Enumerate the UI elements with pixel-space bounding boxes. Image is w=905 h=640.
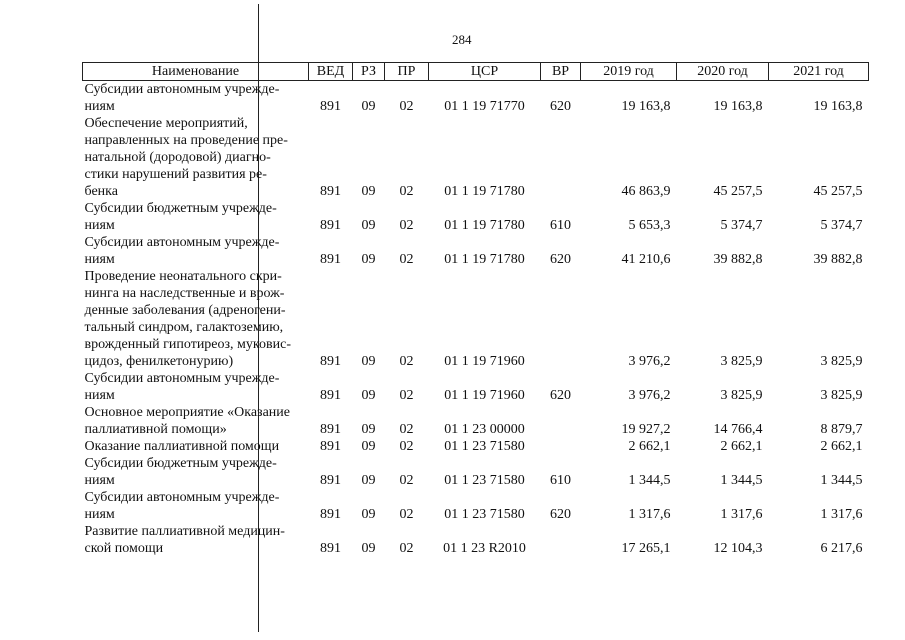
table-header-row bbox=[83, 63, 869, 81]
row-name bbox=[83, 81, 309, 116]
row-2021: 19 163,8 bbox=[813, 99, 863, 114]
row-rz: 09 bbox=[361, 388, 376, 403]
row-2020: 19 163,8 bbox=[713, 99, 763, 114]
row-name-line: цидоз, фенилкетонурию) bbox=[84, 354, 234, 369]
row-name-line: Субсидии бюджетным учрежде- bbox=[84, 201, 277, 216]
row-2019: 46 863,9 bbox=[621, 184, 671, 199]
budget-table bbox=[82, 62, 869, 557]
row-2019: 41 210,6 bbox=[621, 252, 671, 267]
row-ved: 891 bbox=[320, 439, 341, 454]
row-name-line: Оказание паллиативной помощи bbox=[84, 439, 280, 454]
row-vr: 620 bbox=[550, 99, 571, 114]
row-name-line: Обеспечение мероприятий, bbox=[84, 116, 248, 131]
row-name bbox=[83, 404, 309, 438]
row-rz: 09 bbox=[361, 252, 376, 267]
row-vr: 620 bbox=[550, 388, 571, 403]
row-2021: 45 257,5 bbox=[813, 184, 863, 199]
row-2021: 3 825,9 bbox=[820, 354, 863, 369]
row-name bbox=[83, 200, 309, 234]
header-vr: ВР bbox=[541, 63, 581, 81]
row-pr: 02 bbox=[399, 439, 414, 454]
row-ved: 891 bbox=[320, 473, 341, 488]
row-2021: 2 662,1 bbox=[820, 439, 863, 454]
row-csr: 01 1 19 71780 bbox=[444, 184, 525, 199]
row-2021: 6 217,6 bbox=[820, 541, 863, 556]
row-vr: 610 bbox=[550, 473, 571, 488]
row-name-line: Субсидии автономным учрежде- bbox=[84, 490, 280, 505]
row-2020: 14 766,4 bbox=[713, 422, 763, 437]
row-2019: 19 927,2 bbox=[621, 422, 671, 437]
row-ved: 891 bbox=[320, 541, 341, 556]
row-name-line: паллиативной помощи» bbox=[84, 422, 227, 437]
header-2019: 2019 год bbox=[581, 63, 677, 81]
row-ved: 891 bbox=[320, 354, 341, 369]
row-2019: 5 653,3 bbox=[628, 218, 671, 233]
row-csr: 01 1 19 71780 bbox=[444, 218, 525, 233]
table-row bbox=[83, 489, 869, 523]
table-row bbox=[83, 234, 869, 268]
row-csr: 01 1 23 71580 bbox=[444, 439, 525, 454]
row-pr: 02 bbox=[399, 473, 414, 488]
row-pr: 02 bbox=[399, 252, 414, 267]
row-name-line: ниям bbox=[84, 252, 115, 267]
table-row bbox=[83, 200, 869, 234]
table-row bbox=[83, 81, 869, 116]
row-pr: 02 bbox=[399, 388, 414, 403]
header-name: Наименование bbox=[83, 63, 309, 81]
row-2019: 3 976,2 bbox=[628, 354, 671, 369]
row-name-line: Субсидии автономным учрежде- bbox=[84, 371, 280, 386]
row-vr bbox=[541, 523, 581, 557]
row-csr: 01 1 23 71580 bbox=[444, 507, 525, 522]
row-name-line: ской помощи bbox=[84, 541, 164, 556]
row-pr: 02 bbox=[399, 541, 414, 556]
row-name bbox=[83, 489, 309, 523]
row-2020: 3 825,9 bbox=[720, 388, 763, 403]
row-2020: 1 344,5 bbox=[720, 473, 763, 488]
row-csr: 01 1 23 71580 bbox=[444, 473, 525, 488]
row-name-line: тальный синдром, галактоземию, bbox=[84, 320, 284, 335]
row-name-line: ниям bbox=[84, 473, 115, 488]
row-csr: 01 1 19 71770 bbox=[444, 99, 525, 114]
row-ved: 891 bbox=[320, 184, 341, 199]
row-name bbox=[83, 268, 309, 370]
row-2021: 5 374,7 bbox=[820, 218, 863, 233]
row-csr: 01 1 23 00000 bbox=[444, 422, 525, 437]
row-pr: 02 bbox=[399, 422, 414, 437]
row-vr bbox=[541, 268, 581, 370]
row-vr: 620 bbox=[550, 507, 571, 522]
row-2020: 45 257,5 bbox=[713, 184, 763, 199]
row-name-line: ниям bbox=[84, 218, 115, 233]
table-row bbox=[83, 438, 869, 455]
row-2020: 12 104,3 bbox=[713, 541, 763, 556]
row-name-line: денные заболевания (адреногени- bbox=[84, 303, 286, 318]
row-ved: 891 bbox=[320, 99, 341, 114]
header-2021: 2021 год bbox=[769, 63, 869, 81]
row-2021: 1 317,6 bbox=[820, 507, 863, 522]
row-pr: 02 bbox=[399, 507, 414, 522]
table-row bbox=[83, 370, 869, 404]
table-row bbox=[83, 115, 869, 200]
row-rz: 09 bbox=[361, 507, 376, 522]
row-vr: 610 bbox=[550, 218, 571, 233]
row-2020: 5 374,7 bbox=[720, 218, 763, 233]
row-name-line: натальной (дородовой) диагно- bbox=[84, 150, 271, 165]
row-ved: 891 bbox=[320, 422, 341, 437]
header-csr: ЦСР bbox=[429, 63, 541, 81]
table-row bbox=[83, 523, 869, 557]
row-2021: 3 825,9 bbox=[820, 388, 863, 403]
row-csr: 01 1 19 71960 bbox=[444, 388, 525, 403]
row-2019: 17 265,1 bbox=[621, 541, 671, 556]
header-2020: 2020 год bbox=[677, 63, 769, 81]
row-rz: 09 bbox=[361, 354, 376, 369]
row-vr: 620 bbox=[550, 252, 571, 267]
row-ved: 891 bbox=[320, 252, 341, 267]
row-name bbox=[83, 455, 309, 489]
row-rz: 09 bbox=[361, 422, 376, 437]
row-pr: 02 bbox=[399, 354, 414, 369]
row-vr bbox=[541, 404, 581, 438]
page-number: 284 bbox=[452, 32, 472, 47]
row-name-line: нинга на наследственные и врож- bbox=[84, 286, 285, 301]
row-name-line: Субсидии автономным учрежде- bbox=[84, 82, 280, 97]
row-rz: 09 bbox=[361, 99, 376, 114]
row-ved: 891 bbox=[320, 388, 341, 403]
row-rz: 09 bbox=[361, 184, 376, 199]
row-pr: 02 bbox=[399, 99, 414, 114]
row-name-line: ниям bbox=[84, 388, 115, 403]
row-2021: 1 344,5 bbox=[820, 473, 863, 488]
row-name-line: бенка bbox=[84, 184, 118, 199]
row-name-line: Основное мероприятие «Оказание bbox=[84, 405, 290, 420]
row-2020: 1 317,6 bbox=[720, 507, 763, 522]
table-row bbox=[83, 268, 869, 370]
row-2019: 1 344,5 bbox=[628, 473, 671, 488]
row-name-line: Развитие паллиативной медицин- bbox=[84, 524, 285, 539]
row-2019: 3 976,2 bbox=[628, 388, 671, 403]
row-csr: 01 1 19 71780 bbox=[444, 252, 525, 267]
row-name-line: Субсидии автономным учрежде- bbox=[84, 235, 280, 250]
row-2020: 2 662,1 bbox=[720, 439, 763, 454]
row-pr: 02 bbox=[399, 218, 414, 233]
header-pr: ПР bbox=[385, 63, 429, 81]
row-2020: 3 825,9 bbox=[720, 354, 763, 369]
row-rz: 09 bbox=[361, 439, 376, 454]
row-2021: 39 882,8 bbox=[813, 252, 863, 267]
row-name-line: врожденный гипотиреоз, муковис- bbox=[84, 337, 291, 352]
row-name bbox=[83, 523, 309, 557]
row-csr: 01 1 19 71960 bbox=[444, 354, 525, 369]
row-vr bbox=[541, 438, 581, 455]
row-2021: 8 879,7 bbox=[820, 422, 863, 437]
row-csr: 01 1 23 R2010 bbox=[443, 541, 526, 556]
row-name-line: стики нарушений развития ре- bbox=[84, 167, 267, 182]
row-name-line: Проведение неонатального скри- bbox=[84, 269, 282, 284]
row-2019: 2 662,1 bbox=[628, 439, 671, 454]
row-name bbox=[83, 370, 309, 404]
row-vr bbox=[541, 115, 581, 200]
table-row bbox=[83, 455, 869, 489]
row-rz: 09 bbox=[361, 541, 376, 556]
row-name-line: ниям bbox=[84, 507, 115, 522]
row-name-line: Субсидии бюджетным учрежде- bbox=[84, 456, 277, 471]
row-name-line: направленных на проведение пре- bbox=[84, 133, 288, 148]
header-rz: РЗ bbox=[353, 63, 385, 81]
row-name bbox=[83, 234, 309, 268]
row-ved: 891 bbox=[320, 218, 341, 233]
row-name bbox=[83, 115, 309, 200]
row-rz: 09 bbox=[361, 473, 376, 488]
row-pr: 02 bbox=[399, 184, 414, 199]
table-row bbox=[83, 404, 869, 438]
row-2020: 39 882,8 bbox=[713, 252, 763, 267]
row-ved: 891 bbox=[320, 507, 341, 522]
header-ved: ВЕД bbox=[309, 63, 353, 81]
row-2019: 19 163,8 bbox=[621, 99, 671, 114]
row-name bbox=[83, 438, 309, 455]
row-2019: 1 317,6 bbox=[628, 507, 671, 522]
row-name-line: ниям bbox=[84, 99, 115, 114]
row-rz: 09 bbox=[361, 218, 376, 233]
